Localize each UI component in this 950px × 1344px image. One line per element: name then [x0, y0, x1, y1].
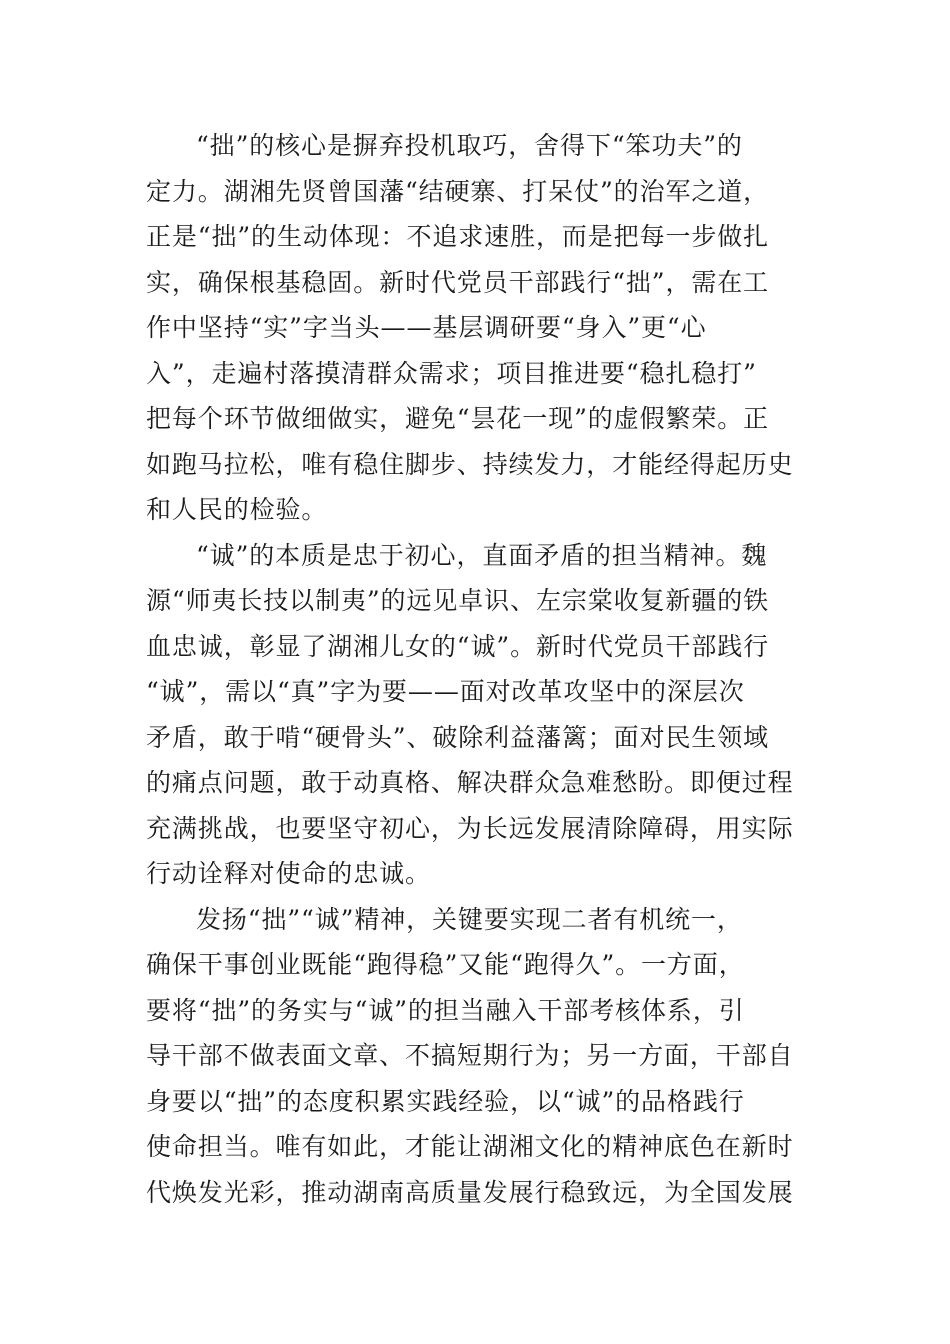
- paragraph-line: 身要以“拙”的态度积累实践经验，以“诚”的品格践行: [146, 1086, 745, 1116]
- paragraph-line: 正是“拙”的生动体现：不追求速胜，而是把每一步做扎: [146, 222, 770, 251]
- paragraph-line: 发扬“拙”“诚”精神，关键要实现二者有机统一，: [196, 904, 743, 934]
- paragraph-line: 定力。湖湘先贤曾国藩“结硬寨、打呆仗”的治军之道，: [146, 176, 770, 206]
- paragraph-line: 要将“拙”的务实与“诚”的担当融入干部考核体系，引: [146, 995, 745, 1025]
- paragraph-line: 和人民的检验。: [146, 495, 328, 524]
- paragraph-line: 血忠诚，彰显了湖湘儿女的“诚”。新时代党员干部践行: [146, 631, 770, 661]
- paragraph-line: 充满挑战，也要坚守初心，为长远发展清除障碍，用实际: [146, 813, 794, 843]
- body-text: [146, 123, 806, 1215]
- paragraph-line: “诚”的本质是忠于初心，直面矛盾的担当精神。魏: [196, 540, 768, 570]
- paragraph-line: 把每个环节做细做实，避免“昙花一现”的虚假繁荣。正: [146, 404, 770, 433]
- paragraph-line: 入”，走遍村落摸清群众需求；项目推进要“稳扎稳打”: [146, 358, 757, 388]
- paragraph-line: 导干部不做表面文章、不搞短期行为；另一方面，干部自: [146, 1041, 794, 1070]
- paragraph-line: 代焕发光彩，推动湖南高质量发展行稳致远，为全国发展: [146, 1177, 794, 1207]
- paragraph-line: 确保干事创业既能“跑得稳”又能“跑得久”。一方面，: [146, 950, 745, 979]
- paragraph-line: “拙”的核心是摒弃投机取巧，舍得下“笨功夫”的: [196, 131, 743, 160]
- paragraph-line: 矛盾，敢于啃“硬骨头”、破除利益藩篱；面对民生领域: [146, 722, 770, 752]
- paragraph-line: 实，确保根基稳固。新时代党员干部践行“拙”，需在工: [146, 267, 770, 297]
- paragraph-unity: [146, 897, 806, 1216]
- paragraph-line: 行动诠释对使命的忠诚。: [146, 859, 431, 888]
- paragraph-line: “诚”，需以“真”字为要——面对改革攻坚中的深层次: [146, 677, 745, 706]
- paragraph-line: 的痛点问题，敢于动真格、解决群众急难愁盼。即便过程: [146, 768, 794, 797]
- paragraph-line: 作中坚持“实”字当头——基层调研要“身入”更“心: [146, 313, 707, 342]
- paragraph-line: 使命担当。唯有如此，才能让湖湘文化的精神底色在新时: [146, 1132, 794, 1161]
- paragraph-line: 源“师夷长技以制夷”的远见卓识、左宗棠收复新疆的铁: [146, 586, 770, 615]
- paragraph-cheng: [146, 533, 806, 897]
- paragraph-zhuo: [146, 123, 806, 533]
- paragraph-line: 如跑马拉松，唯有稳住脚步、持续发力，才能经得起历史: [146, 449, 794, 479]
